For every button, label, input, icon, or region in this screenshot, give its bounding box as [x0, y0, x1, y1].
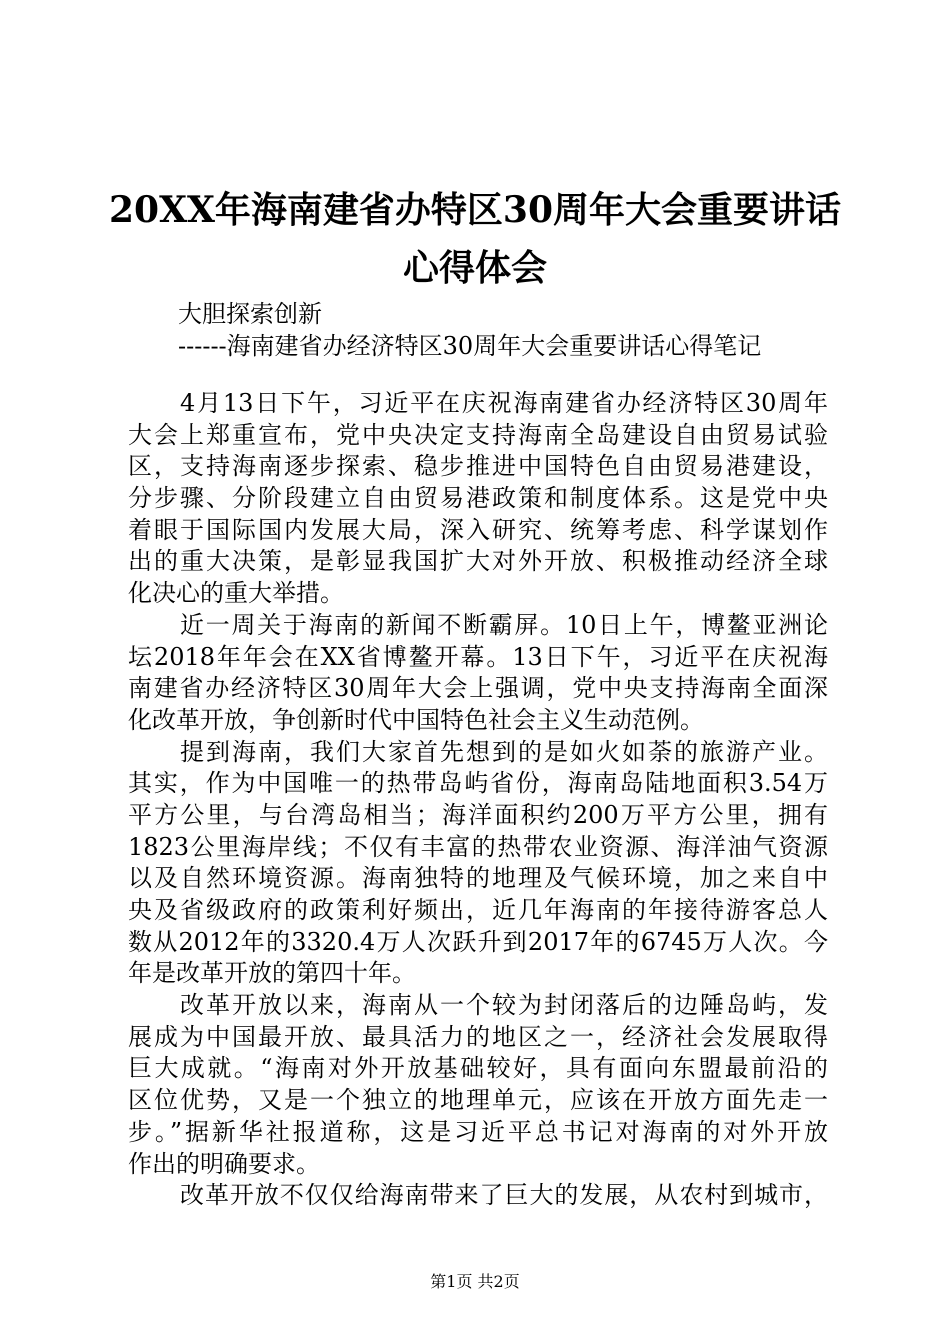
body-line: 数从2012年的3320.4万人次跃升到2017年的6745万人次。今 [128, 927, 828, 956]
body-line: 提到海南，我们大家首先想到的是如火如荼的旅游产业。 [180, 737, 828, 766]
body-line: 展成为中国最开放、最具活力的地区之一，经济社会发展取得 [128, 1022, 828, 1051]
document-subtitle-line-2: ------海南建省办经济特区30周年大会重要讲话心得笔记 [178, 332, 762, 360]
body-line: 步。”据新华社报道称，这是习近平总书记对海南的对外开放 [128, 1117, 828, 1146]
body-line: 作出的明确要求。 [128, 1149, 320, 1178]
body-line: 改革开放不仅仅给海南带来了巨大的发展，从农村到城市， [180, 1181, 828, 1210]
body-line: 着眼于国际国内发展大局，深入研究、统筹考虑、科学谋划作 [128, 515, 828, 544]
body-line: 1823公里海岸线；不仅有丰富的热带农业资源、海洋油气资源 [128, 832, 828, 861]
body-line: 化决心的重大举措。 [128, 579, 344, 608]
body-line: 坛2018年年会在XX省博鳌开幕。13日下午，习近平在庆祝海 [128, 642, 828, 671]
body-line: 化改革开放，争创新时代中国特色社会主义生动范例。 [128, 705, 704, 734]
document-title-line-1: 20XX年海南建省办特区30周年大会重要讲话 [108, 189, 842, 231]
body-line: 区位优势，又是一个独立的地理单元，应该在开放方面先走一 [128, 1086, 828, 1115]
body-line: 以及自然环境资源。海南独特的地理及气候环境，加之来自中 [128, 864, 828, 893]
body-line: 近一周关于海南的新闻不断霸屏。10日上午，博鳌亚洲论 [180, 610, 828, 639]
body-line: 改革开放以来，海南从一个较为封闭落后的边陲岛屿，发 [180, 991, 828, 1020]
body-line: 出的重大决策，是彰显我国扩大对外开放、积极推动经济全球 [128, 547, 828, 576]
document-title-line-2: 心得体会 [402, 247, 547, 289]
body-line: 央及省级政府的政策利好频出，近几年海南的年接待游客总人 [128, 896, 828, 924]
body-line: 4月13日下午，习近平在庆祝海南建省办经济特区30周年 [180, 389, 828, 417]
body-line: 分步骤、分阶段建立自由贸易港政策和制度体系。这是党中央 [128, 484, 828, 513]
document-subtitle-line-1: 大胆探索创新 [178, 300, 322, 328]
body-line: 其实，作为中国唯一的热带岛屿省份，海南岛陆地面积3.54万 [128, 769, 828, 798]
body-line: 年是改革开放的第四十年。 [128, 959, 416, 988]
document-body [128, 388, 828, 1212]
body-line: 南建省办经济特区30周年大会上强调，党中央支持海南全面深 [128, 674, 828, 703]
body-line: 平方公里，与台湾岛相当；海洋面积约200万平方公里，拥有 [128, 800, 828, 829]
body-line: 大会上郑重宣布，党中央决定支持海南全岛建设自由贸易试验 [128, 420, 828, 449]
page-footer: 第1页 共2页 [430, 1272, 520, 1291]
body-line: 区，支持海南逐步探索、稳步推进中国特色自由贸易港建设， [128, 452, 828, 481]
body-line: 巨大成就。“海南对外开放基础较好，具有面向东盟最前沿的 [128, 1054, 828, 1083]
